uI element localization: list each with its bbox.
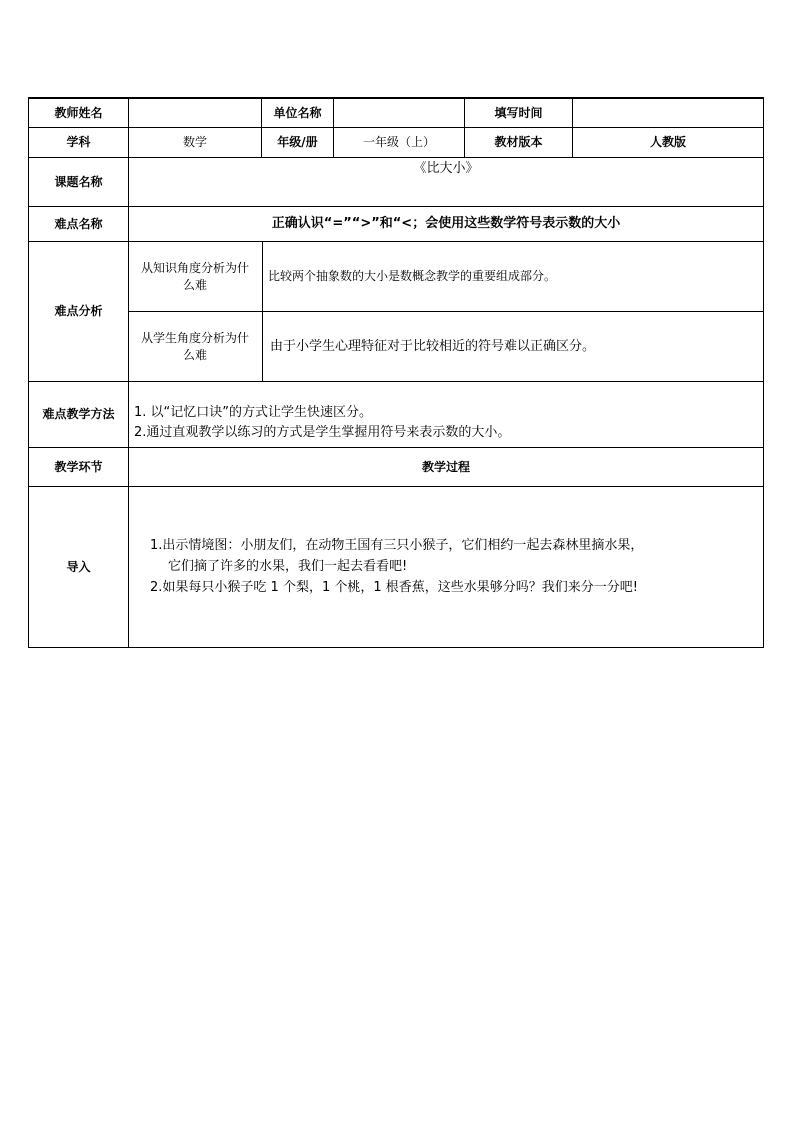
fill-time-label: 填写时间 [494,105,543,120]
fill-time-value[interactable] [573,99,763,127]
teacher-name-value[interactable] [129,99,261,127]
topic-label: 课题名称 [54,174,103,189]
teacher-name-label: 教师姓名 [54,105,103,120]
lesson-plan-table [28,97,764,648]
method-line-1: 1. 以“记忆口诀”的方式让学生快速区分。 [134,404,373,420]
knowledge-angle-label: 从知识角度分析为什么难 [140,261,249,292]
process-header: 教学过程 [421,459,470,474]
edition-value: 人教版 [649,135,686,150]
method-label: 难点教学方法 [42,407,115,422]
table-border-bottom [28,647,764,648]
intro-line-1: 1.出示情境图：小朋友们，在动物王国有三只小猴子，它们相约一起去森林里摘水果， [150,538,644,554]
unit-name-value[interactable] [334,99,464,127]
difficulty-label: 难点名称 [54,216,103,231]
grade-value: 一年级（上） [362,135,435,150]
unit-name-label: 单位名称 [273,105,322,120]
edition-label: 教材版本 [494,135,543,150]
intro-label: 导入 [66,559,91,574]
knowledge-angle-text: 比较两个抽象数的大小是数概念教学的重要组成部分。 [268,269,557,284]
subject-value: 数学 [182,135,207,150]
analysis-label: 难点分析 [54,304,103,319]
table-border-right [763,97,764,648]
intro-line-2: 2.如果每只小猴子吃 1 个梨，1 个桃，1 根香蕉，这些水果够分吗？我们来分一分吧! [150,580,638,596]
table-rule [28,381,764,382]
student-angle-label: 从学生角度分析为什么难 [140,331,249,362]
table-rule [262,241,263,381]
subject-label: 学科 [66,135,91,150]
difficulty-value: 正确认识“=”“>”和“<；会使用这些数学符号表示数的大小 [271,216,621,232]
intro-line-1-continued: 它们摘了许多的水果，我们一起去看看吧! [168,559,408,575]
table-rule [28,486,764,487]
stage-header: 教学环节 [54,459,103,474]
method-line-2: 2.通过直观教学以练习的方式是学生掌握用符号来表示数的大小。 [134,424,511,440]
student-angle-text: 由于小学生心理特征对于比较相近的符号难以正确区分。 [270,338,596,354]
topic-value: 《比大小》 [413,161,479,177]
grade-label: 年级/册 [277,135,318,150]
